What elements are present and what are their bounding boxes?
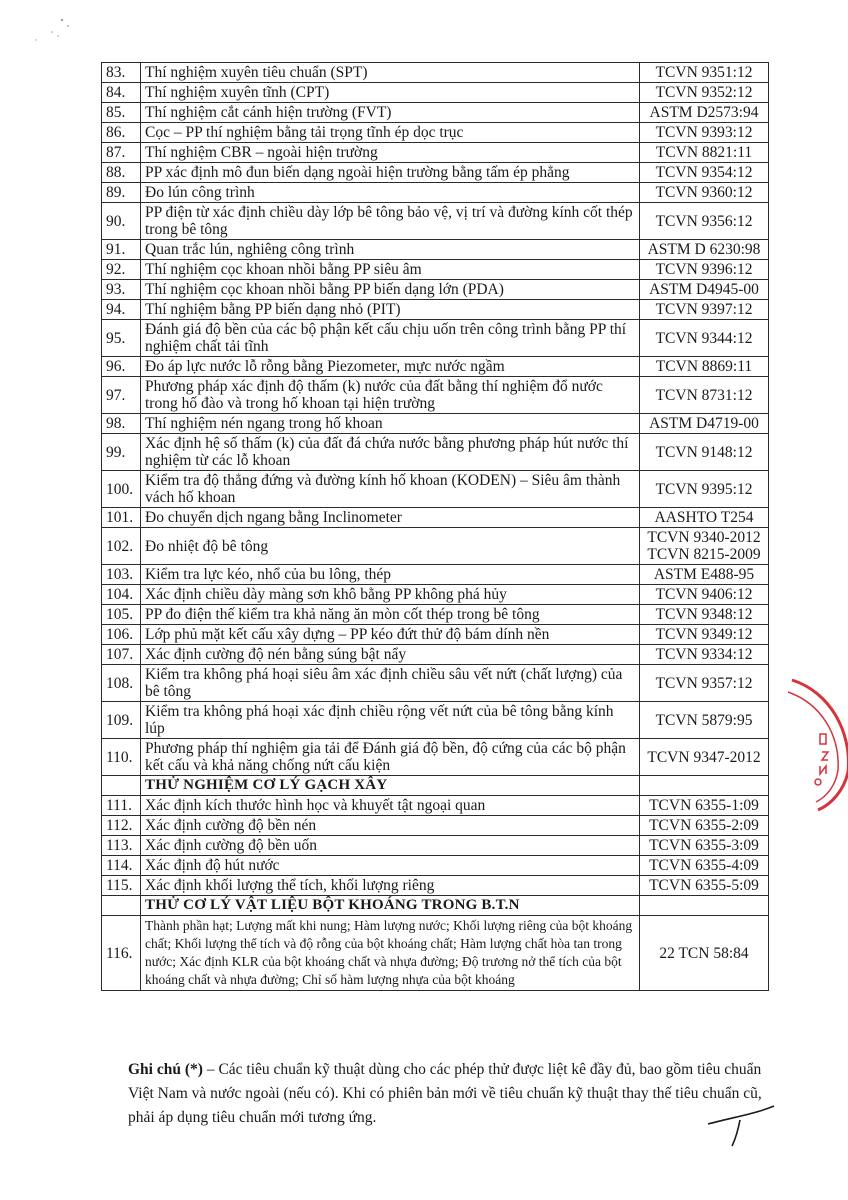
standard-code: 22 TCN 58:84 <box>640 916 769 991</box>
test-name: Thí nghiệm cọc khoan nhồi bằng PP siêu âm <box>141 260 640 280</box>
standard-code: TCVN 6355-4:09 <box>640 856 769 876</box>
table-row <box>102 434 769 471</box>
table-row <box>102 123 769 143</box>
test-name: Thí nghiệm xuyên tiêu chuẩn (SPT) <box>141 63 640 83</box>
test-name: Đo lún công trình <box>141 183 640 203</box>
row-number: 90. <box>102 203 141 240</box>
table-row <box>102 836 769 856</box>
standard-code: TCVN 9393:12 <box>640 123 769 143</box>
section-header-row <box>102 776 769 796</box>
test-name: Kiểm tra lực kéo, nhổ của bu lông, thép <box>141 565 640 585</box>
standard-code <box>640 896 769 916</box>
table-row <box>102 163 769 183</box>
standard-code: TCVN 8869:11 <box>640 357 769 377</box>
row-number: 89. <box>102 183 141 203</box>
test-name: Xác định cường độ nén bằng súng bật nẩy <box>141 645 640 665</box>
table-row <box>102 240 769 260</box>
table-row <box>102 508 769 528</box>
test-name: Thí nghiệm nén ngang trong hố khoan <box>141 414 640 434</box>
row-number: 86. <box>102 123 141 143</box>
table-row <box>102 796 769 816</box>
table-row <box>102 357 769 377</box>
row-number: 113. <box>102 836 141 856</box>
test-name: Xác định khối lượng thể tích, khối lượng riêng <box>141 876 640 896</box>
test-name: Quan trắc lún, nghiêng công trình <box>141 240 640 260</box>
standard-code <box>640 528 769 565</box>
table-row <box>102 63 769 83</box>
row-number: 85. <box>102 103 141 123</box>
row-number: 115. <box>102 876 141 896</box>
section-title: THỬ CƠ LÝ VẬT LIỆU BỘT KHOÁNG TRONG B.T.N <box>141 896 640 916</box>
signature-mark <box>700 1100 780 1150</box>
row-number: 105. <box>102 605 141 625</box>
table-row <box>102 320 769 357</box>
standard-code: TCVN 9406:12 <box>640 585 769 605</box>
test-name: Thí nghiệm bằng PP biến dạng nhỏ (PIT) <box>141 300 640 320</box>
table-row <box>102 585 769 605</box>
standards-table <box>101 62 769 991</box>
test-name: PP điện từ xác định chiều dày lớp bê tông bảo vệ, vị trí và đường kính cốt thép trong bê tông <box>141 203 640 240</box>
table-row <box>102 471 769 508</box>
row-number <box>102 896 141 916</box>
table-row <box>102 83 769 103</box>
standard-code: TCVN 8821:11 <box>640 143 769 163</box>
table-row <box>102 528 769 565</box>
row-number: 83. <box>102 63 141 83</box>
standard-code: TCVN 9148:12 <box>640 434 769 471</box>
table-row <box>102 876 769 896</box>
standard-code: ASTM E488-95 <box>640 565 769 585</box>
row-number: 109. <box>102 702 141 739</box>
row-number: 93. <box>102 280 141 300</box>
row-number: 103. <box>102 565 141 585</box>
table-row <box>102 625 769 645</box>
test-name: Kiểm tra độ thẳng đứng và đường kính hố khoan (KODEN) – Siêu âm thành vách hố khoan <box>141 471 640 508</box>
section-title: THỬ NGHIỆM CƠ LÝ GẠCH XÂY <box>141 776 640 796</box>
standard-code: ASTM D4945-00 <box>640 280 769 300</box>
standard-code: AASHTO T254 <box>640 508 769 528</box>
table-row <box>102 143 769 163</box>
standard-code <box>640 776 769 796</box>
standard-code-line: TCVN 8215-2009 <box>647 546 761 563</box>
standard-code: TCVN 9347-2012 <box>640 739 769 776</box>
test-name: Kiểm tra không phá hoại siêu âm xác định chiều sâu vết nứt (chất lượng) của bê tông <box>141 665 640 702</box>
standard-code-line: TCVN 9340-2012 <box>647 529 761 546</box>
test-name: PP xác định mô đun biến dạng ngoài hiện trường bằng tấm ép phẳng <box>141 163 640 183</box>
test-name: PP đo điện thế kiểm tra khả năng ăn mòn cốt thép trong bê tông <box>141 605 640 625</box>
test-name: Xác định hệ số thấm (k) của đất đá chứa nước bằng phương pháp hút nước thí nghiệm từ các lỗ khoan <box>141 434 640 471</box>
table-row <box>102 203 769 240</box>
row-number: 96. <box>102 357 141 377</box>
row-number: 84. <box>102 83 141 103</box>
test-name: Đo nhiệt độ bê tông <box>141 528 640 565</box>
footnote <box>128 1058 788 1130</box>
scan-speck-marks <box>22 14 82 54</box>
row-number: 111. <box>102 796 141 816</box>
row-number: 91. <box>102 240 141 260</box>
red-seal-stamp <box>782 672 848 812</box>
standard-code: TCVN 9356:12 <box>640 203 769 240</box>
table-row <box>102 605 769 625</box>
table-row <box>102 103 769 123</box>
test-name: Cọc – PP thí nghiệm bằng tải trọng tĩnh ép dọc trục <box>141 123 640 143</box>
row-number: 100. <box>102 471 141 508</box>
test-name: Xác định chiều dày màng sơn khô bằng PP không phá hủy <box>141 585 640 605</box>
test-name: Phương pháp thí nghiệm gia tải để Đánh giá độ bền, độ cứng của các bộ phận kết cấu và khả năng chống nứt cấu kiện <box>141 739 640 776</box>
table-row <box>102 816 769 836</box>
row-number: 114. <box>102 856 141 876</box>
test-name: Xác định cường độ bền uốn <box>141 836 640 856</box>
standard-code: TCVN 6355-1:09 <box>640 796 769 816</box>
standard-code: TCVN 8731:12 <box>640 377 769 414</box>
section-header-row <box>102 896 769 916</box>
standard-code: TCVN 9396:12 <box>640 260 769 280</box>
standard-code: TCVN 9351:12 <box>640 63 769 83</box>
table-row <box>102 916 769 991</box>
row-number: 108. <box>102 665 141 702</box>
standard-code: TCVN 9354:12 <box>640 163 769 183</box>
standard-code: TCVN 9334:12 <box>640 645 769 665</box>
table-row <box>102 565 769 585</box>
table-row <box>102 300 769 320</box>
table-row <box>102 260 769 280</box>
test-name: Phương pháp xác định độ thấm (k) nước của đất bằng thí nghiệm đổ nước trong hố đào và trong hố khoan tại hiện trường <box>141 377 640 414</box>
table-row <box>102 377 769 414</box>
row-number: 101. <box>102 508 141 528</box>
standard-code: TCVN 9360:12 <box>640 183 769 203</box>
table-row <box>102 665 769 702</box>
test-name: Thí nghiệm cắt cánh hiện trường (FVT) <box>141 103 640 123</box>
standard-code: TCVN 9352:12 <box>640 83 769 103</box>
row-number <box>102 776 141 796</box>
footnote-label: Ghi chú (*) <box>128 1061 203 1078</box>
row-number: 112. <box>102 816 141 836</box>
row-number: 104. <box>102 585 141 605</box>
standard-code: TCVN 9397:12 <box>640 300 769 320</box>
test-name: Đo chuyển dịch ngang bằng Inclinometer <box>141 508 640 528</box>
table-row <box>102 702 769 739</box>
row-number: 92. <box>102 260 141 280</box>
table-row <box>102 856 769 876</box>
row-number: 116. <box>102 916 141 991</box>
row-number: 97. <box>102 377 141 414</box>
test-name: Xác định kích thước hình học và khuyết tật ngoại quan <box>141 796 640 816</box>
standard-code: ASTM D4719-00 <box>640 414 769 434</box>
test-name: Đánh giá độ bền của các bộ phận kết cấu chịu uốn trên công trình bằng PP thí nghiệm chất tải tĩnh <box>141 320 640 357</box>
standard-code: ASTM D2573:94 <box>640 103 769 123</box>
test-name: Đo áp lực nước lỗ rỗng bằng Piezometer, mực nước ngầm <box>141 357 640 377</box>
row-number: 102. <box>102 528 141 565</box>
table-row <box>102 739 769 776</box>
table-row <box>102 414 769 434</box>
standard-code: TCVN 6355-5:09 <box>640 876 769 896</box>
standard-code: TCVN 9395:12 <box>640 471 769 508</box>
table-row <box>102 183 769 203</box>
table-row <box>102 645 769 665</box>
row-number: 99. <box>102 434 141 471</box>
test-name: Xác định cường độ bền nén <box>141 816 640 836</box>
standard-code: TCVN 9348:12 <box>640 605 769 625</box>
row-number: 106. <box>102 625 141 645</box>
standard-code: TCVN 9349:12 <box>640 625 769 645</box>
standard-code: TCVN 9344:12 <box>640 320 769 357</box>
test-name: Thí nghiệm CBR – ngoài hiện trường <box>141 143 640 163</box>
row-number: 98. <box>102 414 141 434</box>
standard-code: TCVN 6355-2:09 <box>640 816 769 836</box>
test-name: Lớp phủ mặt kết cấu xây dựng – PP kéo đứt thử độ bám dính nền <box>141 625 640 645</box>
footnote-text: – Các tiêu chuẩn kỹ thuật dùng cho các phép thử được liệt kê đầy đủ, bao gồm tiêu chuẩn Việt Nam và nước ngoài (nếu có). Khi có phiên bản mới về tiêu chuẩn kỹ thuật thay thế tiêu chuẩn cũ, phải áp dụng tiêu chuẩn mới tương ứng. <box>128 1061 762 1126</box>
table-row <box>102 280 769 300</box>
standard-code: ASTM D 6230:98 <box>640 240 769 260</box>
test-name: Thí nghiệm xuyên tĩnh (CPT) <box>141 83 640 103</box>
row-number: 87. <box>102 143 141 163</box>
test-name: Kiểm tra không phá hoại xác định chiều rộng vết nứt của bê tông bằng kính lúp <box>141 702 640 739</box>
standard-code: TCVN 9357:12 <box>640 665 769 702</box>
standard-code: TCVN 5879:95 <box>640 702 769 739</box>
row-number: 88. <box>102 163 141 183</box>
test-name: Thí nghiệm cọc khoan nhồi bằng PP biến dạng lớn (PDA) <box>141 280 640 300</box>
test-name: Thành phần hạt; Lượng mất khi nung; Hàm lượng nước; Khối lượng riêng của bột khoáng chất; Khối lượng thể tích và độ rỗng của bột khoáng chất; Hàm lượng chất hòa tan trong nước; Xác định KLR của bột khoáng chất và nhựa đường; Độ trương nở thể tích của bột khoáng chất và nhựa đường; Chỉ số hàm lượng nhựa của bột khoáng <box>141 916 640 991</box>
test-name: Xác định độ hút nước <box>141 856 640 876</box>
row-number: 110. <box>102 739 141 776</box>
row-number: 95. <box>102 320 141 357</box>
row-number: 107. <box>102 645 141 665</box>
standard-code: TCVN 6355-3:09 <box>640 836 769 856</box>
row-number: 94. <box>102 300 141 320</box>
